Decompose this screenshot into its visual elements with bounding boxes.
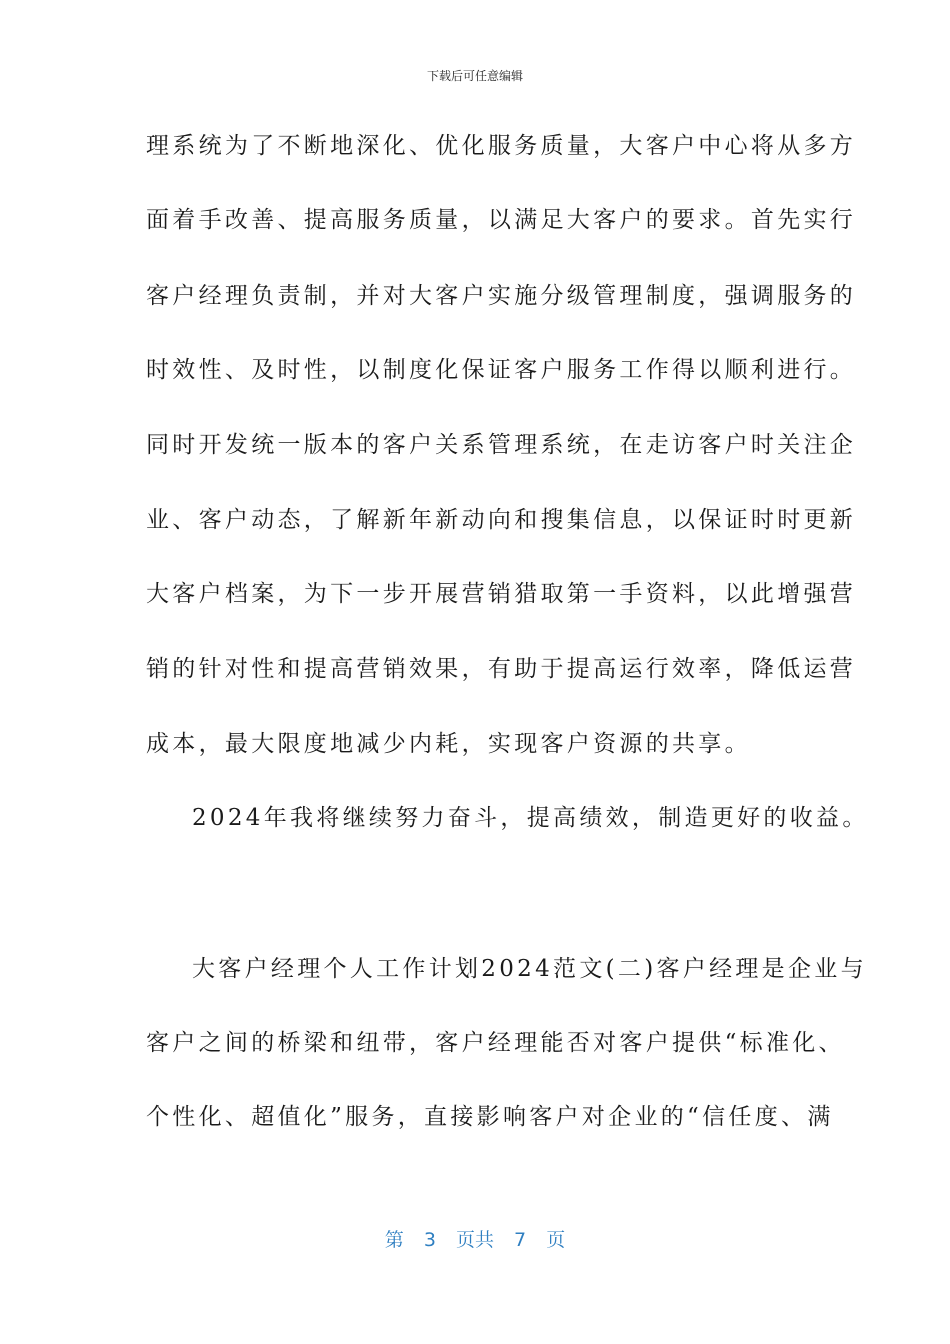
text-line: 业、客户动态，了解新年新动向和搜集信息，以保证时时更新 bbox=[146, 507, 857, 533]
footer-total-pages: 7 bbox=[514, 1229, 527, 1251]
text-line: 客户经理负责制，并对大客户实施分级管理制度，强调服务的 bbox=[146, 283, 857, 309]
text-line: 理系统为了不断地深化、优化服务质量，大客户中心将从多方 bbox=[146, 133, 857, 159]
text-line: 个性化、超值化”服务，直接影响客户对企业的“信任度、满 bbox=[146, 1104, 834, 1130]
text-line: 销的针对性和提高营销效果，有助于提高运行效率，降低运营 bbox=[146, 656, 857, 682]
footer-page-suffix: 页 bbox=[546, 1229, 566, 1251]
text-line: 时效性、及时性，以制度化保证客户服务工作得以顺利进行。 bbox=[146, 357, 857, 383]
footer-total-label: 页共 bbox=[455, 1229, 494, 1251]
text-line: 大客户档案，为下一步开展营销猎取第一手资料，以此增强营 bbox=[146, 581, 857, 607]
text-line: 面着手改善、提高服务质量，以满足大客户的要求。首先实行 bbox=[146, 207, 857, 233]
footer-page-number: 3 bbox=[423, 1229, 436, 1251]
footer-page-label: 第 bbox=[384, 1229, 404, 1251]
text-line: 同时开发统一版本的客户关系管理系统，在走访客户时关注企 bbox=[146, 432, 857, 458]
text-line: 成本，最大限度地减少内耗，实现客户资源的共享。 bbox=[146, 731, 751, 757]
header-note: 下载后可任意编辑 bbox=[426, 69, 523, 83]
paragraph-closing-line: 2024年我将继续努力奋斗，提高绩效，制造更好的收益。 bbox=[192, 805, 869, 831]
section-heading-line: 大客户经理个人工作计划2024范文(二)客户经理是企业与 bbox=[192, 956, 867, 982]
text-line: 客户之间的桥梁和纽带，客户经理能否对客户提供“标准化、 bbox=[146, 1030, 845, 1056]
page-footer bbox=[0, 1225, 950, 1252]
